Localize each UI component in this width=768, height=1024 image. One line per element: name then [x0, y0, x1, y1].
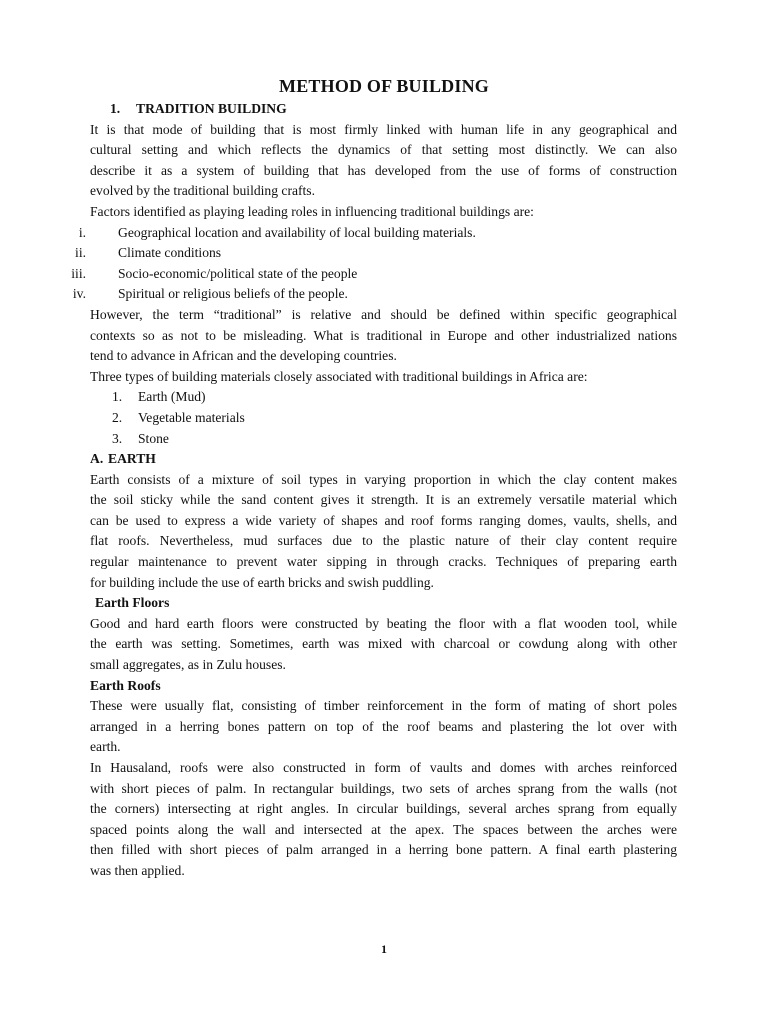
materials-list — [90, 387, 677, 449]
text-line: spaced points along the wall and intersected at the apex. The spaces between the arches were — [90, 821, 677, 837]
text-line: with short pieces of palm. In rectangular buildings, two sets of arches sprang from the walls (not — [90, 780, 677, 796]
text-line: flat roofs. Nevertheless, mud surfaces due to the plastic nature of their clay content require — [90, 533, 677, 549]
text-line: However, the term “traditional” is relative and should be defined within specific geographical — [90, 306, 677, 322]
text-line: the soil sticky while the sand content gives it strength. It is an extremely versatile material which — [90, 492, 677, 508]
list-text: Stone — [138, 430, 169, 446]
list-marker: iv. — [72, 286, 86, 302]
list-text: Socio-economic/political state of the people — [118, 265, 358, 281]
text-line: describe it as a system of building that has developed from the use of forms of construction — [90, 162, 677, 178]
section-number: 1. — [110, 101, 121, 116]
list-item — [90, 408, 677, 429]
list-text: Vegetable materials — [138, 409, 245, 425]
paragraph-roofs — [90, 696, 677, 758]
text-line: the corners) intersecting at right angles. In circular buildings, several arches sprang from equally — [90, 801, 677, 817]
list-item — [71, 264, 677, 285]
section-title: TRADITION BUILDING — [136, 101, 287, 116]
text-line: These were usually flat, consisting of timber reinforcement in the form of mating of short poles — [90, 698, 677, 714]
text-line: It is that mode of building that is most firmly linked with human life in any geographical and — [90, 121, 677, 137]
section-letter: A. — [90, 451, 104, 467]
list-marker: 2. — [112, 409, 123, 425]
text-line: Good and hard earth floors were constructed by beating the floor with a flat wooden tool, while — [90, 615, 677, 631]
list-item — [90, 387, 677, 408]
page-number: 1 — [381, 942, 387, 956]
factors-intro: Factors identified as playing leading roles in influencing traditional buildings are: — [90, 203, 534, 219]
text-line: the earth was setting. Sometimes, earth was mixed with charcoal or cowdung along with other — [90, 636, 677, 652]
list-marker: 3. — [112, 430, 123, 446]
paragraph-hausaland — [90, 758, 677, 882]
list-item — [90, 429, 677, 450]
list-marker: i. — [78, 224, 86, 240]
text-line: contexts so as not to be misleading. What is traditional in Europe and other industrialized nations — [90, 327, 677, 343]
list-text: Geographical location and availability of local building materials. — [118, 224, 476, 240]
paragraph-intro — [90, 120, 677, 202]
paragraph-floors — [90, 614, 677, 676]
text-line: can be used to express a wide variety of shapes and roof forms ranging domes, vaults, shells, and — [90, 512, 677, 528]
text-line: arranged in a herring bones pattern on top of the roof beams and plastering the lot over with — [90, 718, 677, 734]
list-item — [75, 243, 677, 264]
text-line: evolved by the traditional building crafts. — [90, 183, 315, 199]
text-line: was then applied. — [90, 862, 185, 878]
list-text: Earth (Mud) — [138, 389, 206, 405]
text-line: In Hausaland, roofs were also constructed in form of vaults and domes with arches reinforced — [90, 760, 677, 775]
text-line: for building include the use of earth bricks and swish puddling. — [90, 574, 434, 590]
paragraph-earth — [90, 470, 677, 594]
list-item — [78, 223, 677, 244]
text-line: Earth consists of a mixture of soil types in varying proportion in which the clay content makes — [90, 471, 677, 487]
subheading-earth-roofs: Earth Roofs — [90, 677, 161, 693]
list-marker: iii. — [71, 265, 86, 281]
list-marker: 1. — [112, 389, 123, 405]
page-title: METHOD OF BUILDING — [279, 76, 489, 96]
section-title: EARTH — [108, 451, 156, 467]
paragraph-however — [90, 305, 677, 367]
text-line: regular maintenance to prevent water sipping in through cracks. Techniques of preparing earth — [90, 554, 677, 570]
subheading-earth-floors: Earth Floors — [95, 595, 170, 611]
list-text: Spiritual or religious beliefs of the people. — [118, 286, 348, 302]
document-body — [71, 99, 677, 882]
text-line: tend to advance in African and the developing countries. — [90, 348, 397, 364]
factors-list — [71, 223, 677, 305]
text-line: small aggregates, as in Zulu houses. — [90, 657, 286, 673]
list-item — [72, 284, 677, 305]
section-heading-tradition-building — [90, 99, 677, 120]
text-line: then filled with short pieces of palm arranged in a herring bone pattern. A final earth plastering — [90, 842, 677, 858]
text-line: cultural setting and which reflects the dynamics of that setting most distinctly. We can also — [90, 142, 677, 158]
list-marker: ii. — [75, 245, 86, 261]
text-line: earth. — [90, 739, 121, 755]
section-heading-earth — [90, 449, 677, 470]
materials-intro: Three types of building materials closely associated with traditional buildings in Africa are: — [90, 368, 588, 384]
list-text: Climate conditions — [118, 245, 222, 261]
